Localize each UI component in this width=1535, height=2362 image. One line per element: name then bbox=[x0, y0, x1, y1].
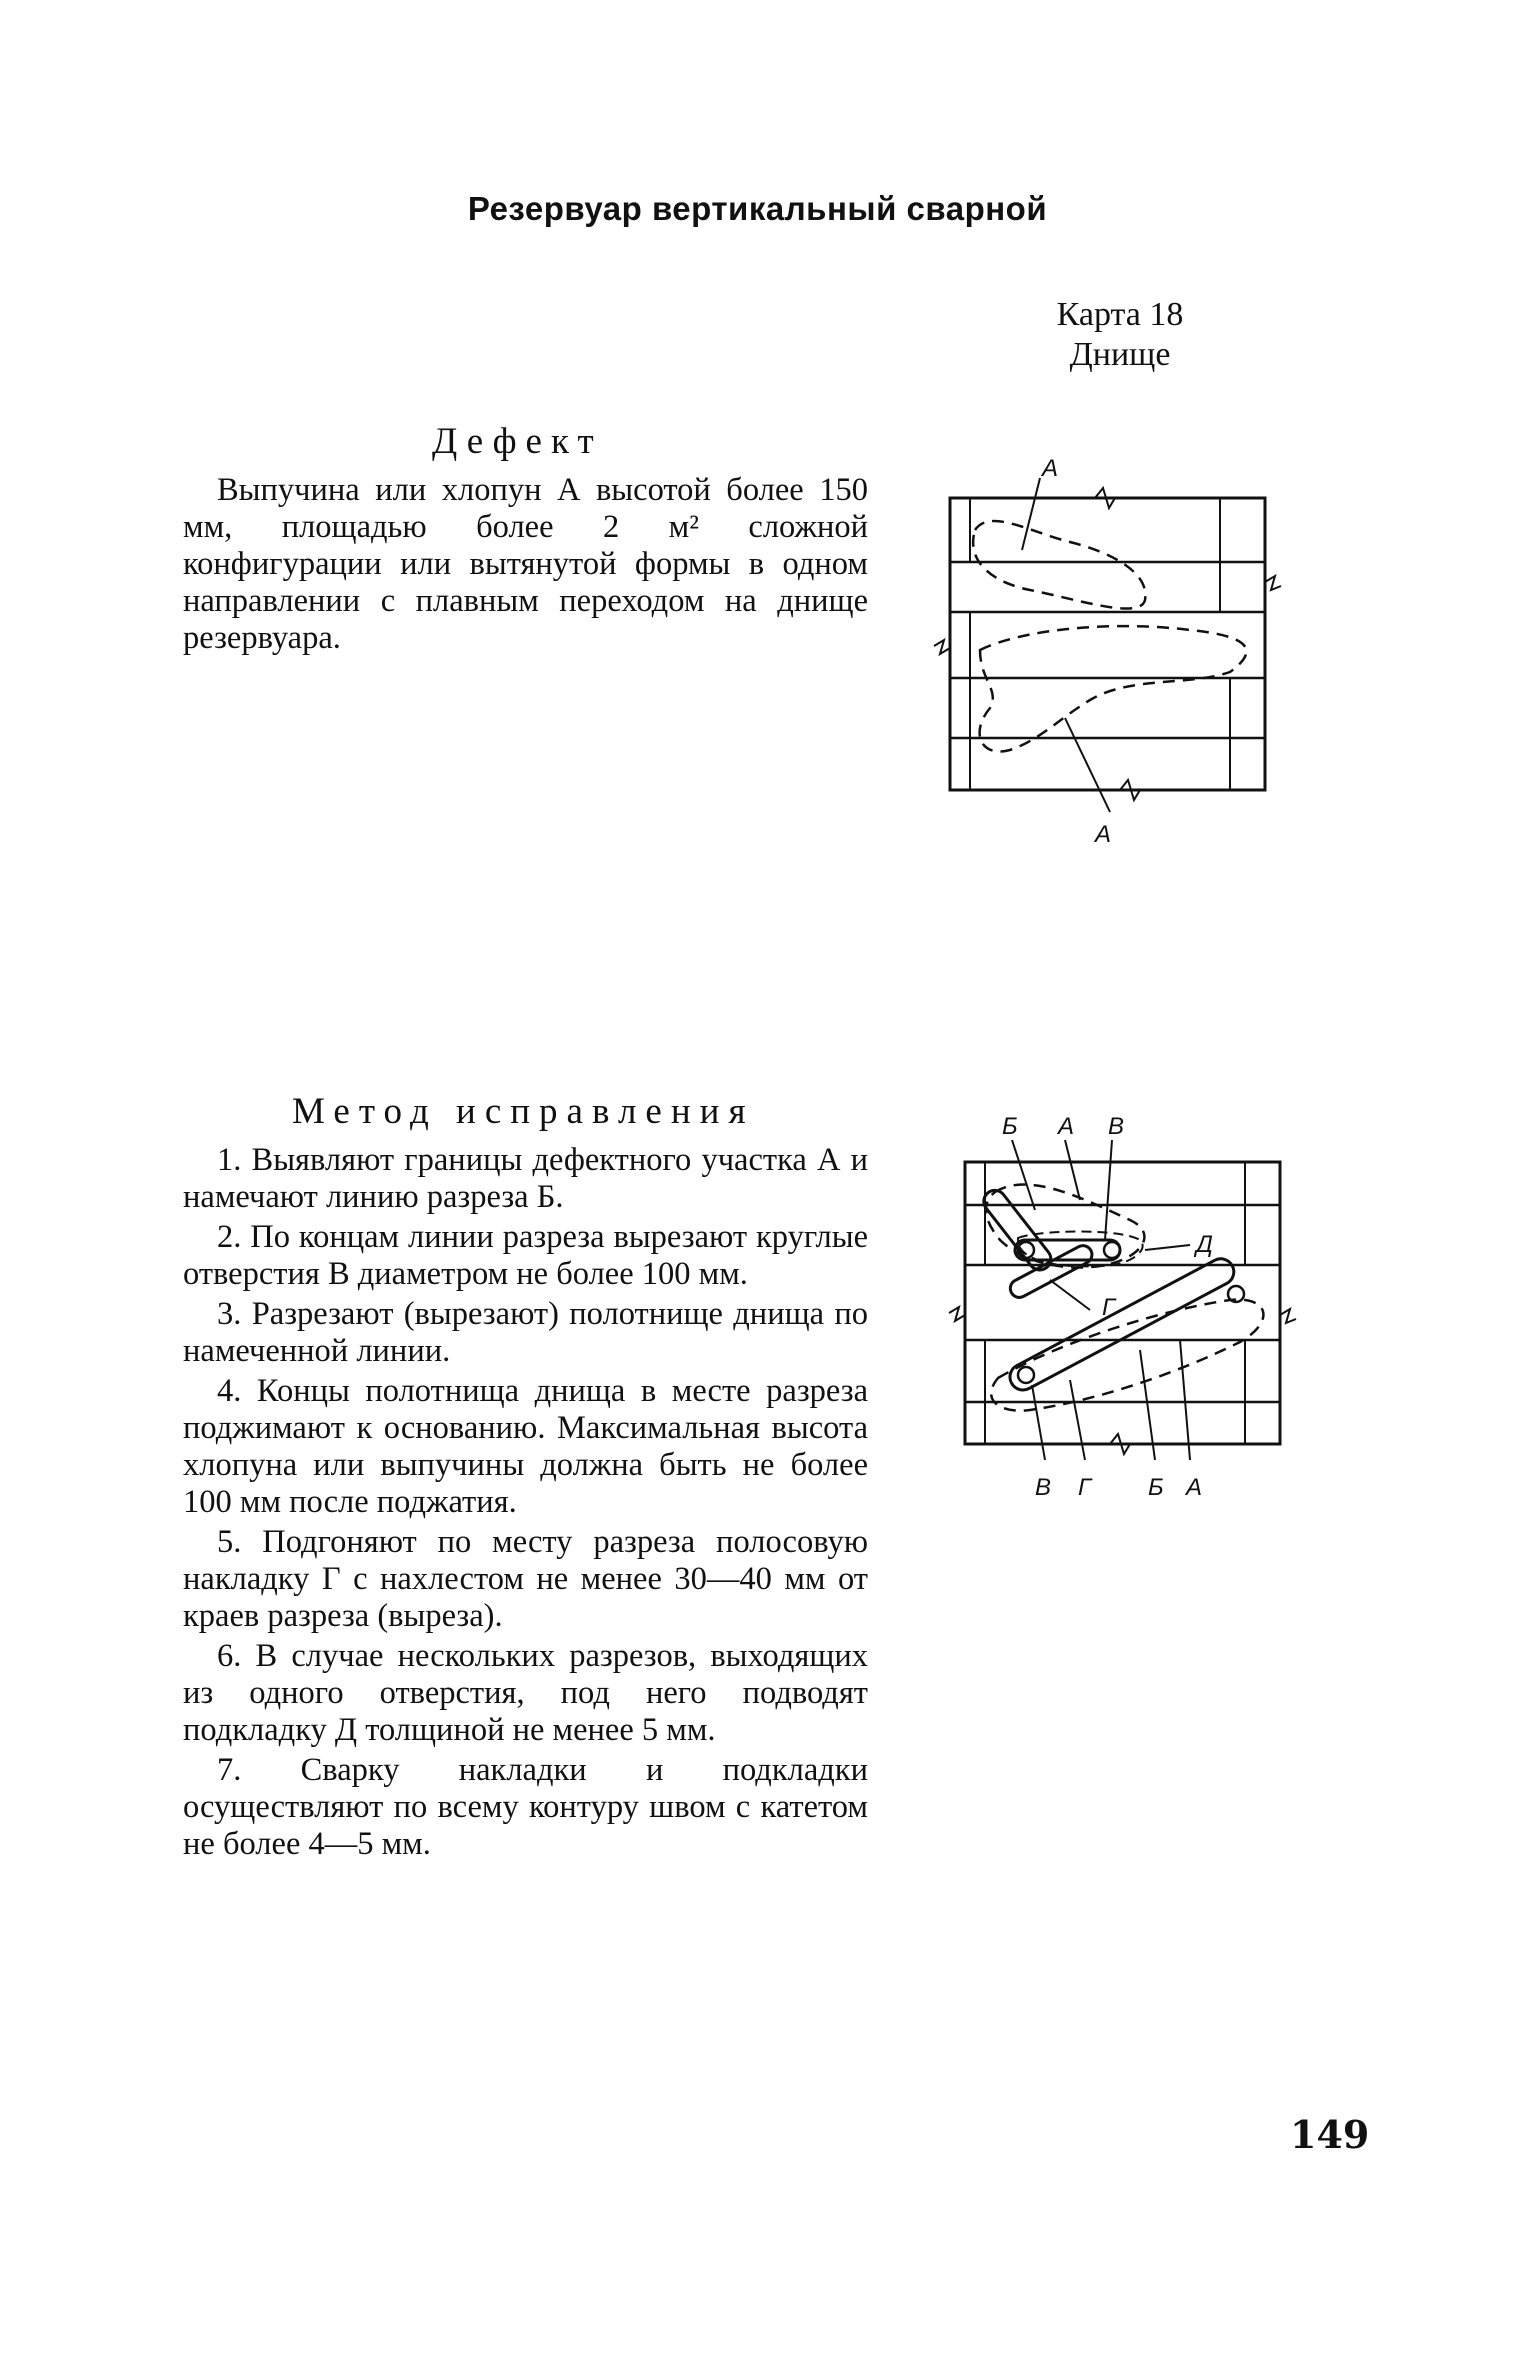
leader-line bbox=[1065, 1140, 1080, 1200]
leader-line bbox=[1180, 1340, 1190, 1460]
leader-line bbox=[1065, 718, 1110, 812]
break-mark bbox=[1280, 1309, 1296, 1323]
method-step: 1. Выявляют границы дефектного участка А и намечают линию разреза Б. bbox=[183, 1142, 868, 1215]
leader-line bbox=[1145, 1245, 1190, 1250]
defect-heading: Дефект bbox=[432, 421, 603, 462]
label-a-top: А bbox=[1058, 1113, 1075, 1140]
leader-line bbox=[1050, 1280, 1090, 1310]
leader-line bbox=[1105, 1140, 1112, 1240]
hole-v bbox=[1018, 1367, 1034, 1383]
card-header bbox=[1010, 295, 1230, 375]
overlay-strip-g bbox=[1005, 1254, 1238, 1394]
leader-line bbox=[1012, 1140, 1035, 1210]
card-subject: Днище bbox=[1069, 336, 1171, 373]
plate-outline bbox=[950, 498, 1265, 790]
label-g-bottom: Г bbox=[1078, 1474, 1092, 1501]
defect-zone-a bbox=[980, 626, 1247, 751]
leader-line bbox=[1022, 478, 1040, 550]
leader-line bbox=[1070, 1380, 1085, 1460]
label-a-top: А bbox=[1042, 455, 1059, 482]
method-steps bbox=[183, 1142, 868, 1866]
label-d-side: Д bbox=[1196, 1231, 1213, 1258]
label-v-top: В bbox=[1108, 1113, 1125, 1140]
label-g-mid: Г bbox=[1102, 1294, 1116, 1321]
method-heading: Метод исправления bbox=[292, 1091, 755, 1132]
break-mark bbox=[1265, 576, 1281, 590]
method-step: 7. Сварку накладки и подкладки осуществляют по всему контуру швом с катетом не более 4—5 мм. bbox=[183, 1752, 868, 1862]
defect-zone-a bbox=[991, 1300, 1263, 1411]
defect-zone-a bbox=[973, 521, 1145, 609]
label-b-top: Б bbox=[1002, 1113, 1018, 1140]
label-b-bottom: Б bbox=[1148, 1474, 1164, 1501]
method-step: 4. Концы полотнища днища в месте разреза поджимают к основанию. Максимальная высота хлопуна или выпучины должна быть не более 100 мм после поджатия. bbox=[183, 1373, 868, 1520]
page-number: 149 bbox=[1290, 2112, 1370, 2157]
defect-diagram bbox=[930, 450, 1300, 870]
leader-line bbox=[1032, 1385, 1045, 1460]
label-a-bottom: А bbox=[1186, 1474, 1203, 1501]
method-step: 5. Подгоняют по месту разреза полосовую накладку Г с нахлестом не менее 30—40 мм от краев разреза (выреза). bbox=[183, 1524, 868, 1634]
break-mark bbox=[949, 1307, 965, 1321]
label-v-bottom: В bbox=[1035, 1474, 1052, 1501]
break-mark bbox=[934, 640, 950, 654]
card-number: Карта 18 bbox=[1056, 296, 1184, 333]
repair-diagram bbox=[940, 1110, 1340, 1530]
method-step: 3. Разрезают (вырезают) полотнище днища по намеченной линии. bbox=[183, 1296, 868, 1369]
label-a-bottom: А bbox=[1095, 821, 1112, 848]
defect-description bbox=[183, 472, 868, 660]
defect-paragraph: Выпучина или хлопун А высотой более 150 мм, площадью более 2 м² сложной конфигурации или вытянутой формы в одном направлении с плавным переходом на днище резервуара. bbox=[183, 472, 868, 656]
hole-v bbox=[1104, 1242, 1120, 1258]
page-title: Резервуар вертикальный сварной bbox=[467, 190, 1048, 227]
method-step: 2. По концам линии разреза вырезают круглые отверстия В диаметром не более 100 мм. bbox=[183, 1219, 868, 1292]
method-step: 6. В случае нескольких разрезов, выходящих из одного отверстия, под него подводят подкладку Д толщиной не менее 5 мм. bbox=[183, 1638, 868, 1748]
